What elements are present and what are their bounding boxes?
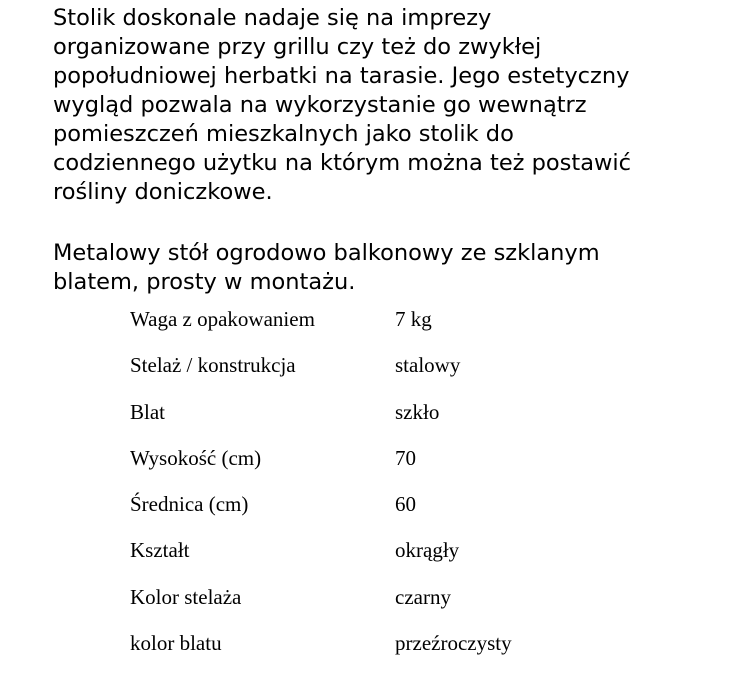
spec-value: 7 kg (395, 307, 432, 331)
description-line: Metalowy stół ogrodowo balkonowy ze szklanym (53, 240, 600, 266)
description-line: wygląd pozwala na wykorzystanie go wewnątrz (53, 92, 587, 118)
spec-label: Waga z opakowaniem (130, 307, 315, 331)
spec-label: kolor blatu (130, 631, 222, 656)
description-line: codziennego użytku na którym można też postawić (53, 150, 632, 176)
spec-label: Stelaż / konstrukcja (130, 353, 296, 378)
spec-label: Blat (130, 399, 165, 424)
spec-value: szkło (395, 399, 440, 424)
description-line: rośliny doniczkowe. (53, 179, 273, 205)
description-line: organizowane przy grillu czy też do zwykłej (53, 34, 542, 60)
description-paragraph-1 (53, 4, 631, 207)
spec-value: 60 (395, 492, 416, 517)
description-line: pomieszczeń mieszkalnych jako stolik do (53, 121, 514, 147)
spec-value: 70 (395, 445, 416, 470)
description-line: Stolik doskonale nadaje się na imprezy (53, 5, 492, 31)
spec-value: stalowy (395, 353, 461, 378)
spec-label: Średnica (cm) (130, 492, 249, 517)
spec-value: przeźroczysty (395, 631, 512, 656)
spec-label: Kształt (130, 538, 190, 563)
description-line: blatem, prosty w montażu. (53, 269, 356, 295)
description-line: popołudniowej herbatki na tarasie. Jego estetyczny (53, 63, 630, 89)
spec-label: Kolor stelaża (130, 584, 242, 609)
spec-value: czarny (395, 584, 451, 609)
description-paragraph-2 (53, 239, 600, 297)
spec-value: okrągły (395, 538, 460, 563)
spec-label: Wysokość (cm) (130, 445, 262, 470)
